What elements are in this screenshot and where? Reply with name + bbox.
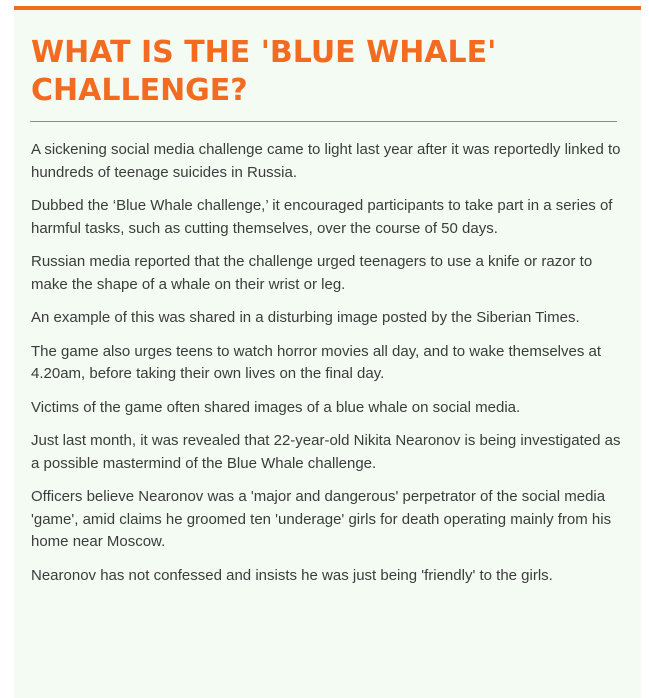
fact-box	[14, 6, 641, 698]
fact-box-headline: WHAT IS THE 'BLUE WHALE' CHALLENGE?	[31, 35, 497, 108]
paragraph: An example of this was shared in a disturbing image posted by the Siberian Times.	[31, 309, 580, 326]
paragraph: Dubbed the ‘Blue Whale challenge,’ it encouraged participants to take part in a series of harmful tasks, such as cutting themselves, over the course of 50 days.	[31, 197, 613, 237]
paragraph: Officers believe Nearonov was a 'major and dangerous' perpetrator of the social media 'game', amid claims he groomed ten 'underage' girls for death operating mainly from his home near Moscow.	[31, 488, 612, 550]
headline-divider	[30, 121, 617, 122]
paragraph: A sickening social media challenge came to light last year after it was reportedly linked to hundreds of teenage suicides in Russia.	[31, 141, 621, 181]
paragraph: Russian media reported that the challenge urged teenagers to use a knife or razor to make the shape of a whale on their wrist or leg.	[31, 253, 593, 293]
paragraph: The game also urges teens to watch horror movies all day, and to wake themselves at 4.20am, before taking their own lives on the final day.	[31, 342, 602, 382]
fact-box-body	[31, 139, 627, 598]
paragraph: Just last month, it was revealed that 22-year-old Nikita Nearonov is being investigated as a possible mastermind of the Blue Whale challenge.	[31, 432, 621, 472]
paragraph: Nearonov has not confessed and insists he was just being 'friendly' to the girls.	[31, 566, 553, 584]
paragraph: Victims of the game often shared images of a blue whale on social media.	[31, 398, 521, 416]
